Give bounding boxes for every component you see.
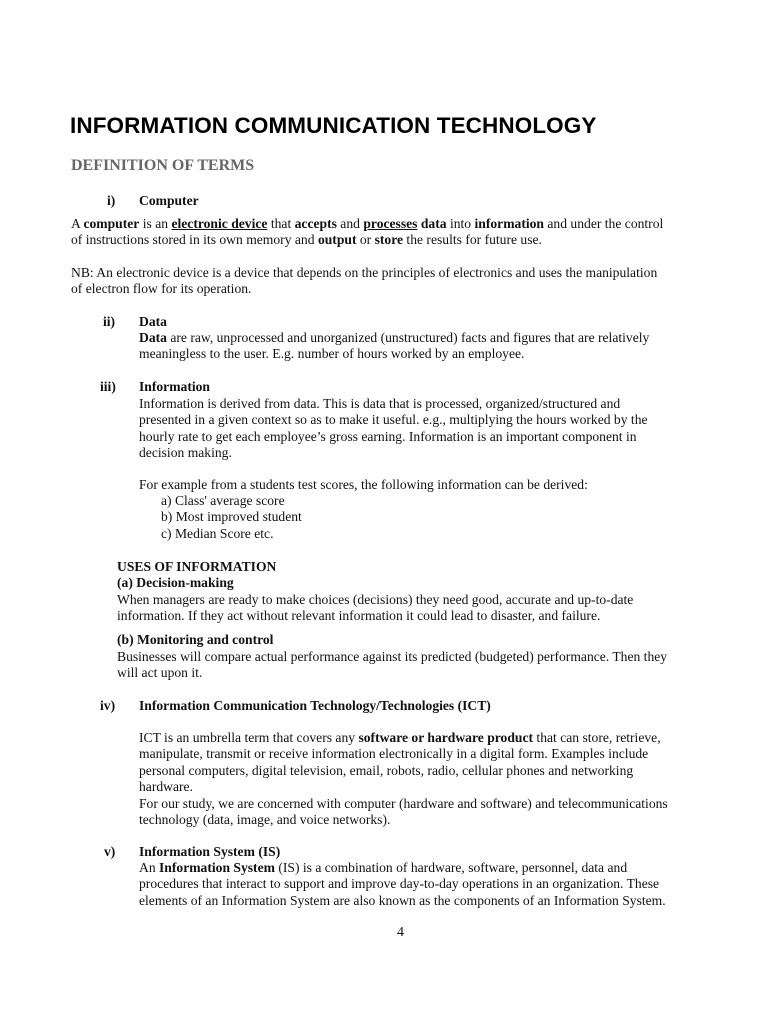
list-item: b) Most improved student [161, 509, 302, 525]
heading-uses-of-information: USES OF INFORMATION [117, 559, 277, 574]
computer-definition-line-1: A computer is an electronic device that accepts and processes data into information and under the control [71, 216, 664, 231]
item-number-iv: iv) [100, 698, 116, 713]
item-number-ii: ii) [103, 314, 116, 329]
heading-data: Data [139, 314, 167, 329]
data-definition: Data are raw, unprocessed and unorganized (unstructured) facts and figures that are relatively meaningless to the user. E.g. number of hours worked by an employee. [139, 330, 650, 362]
computer-definition-line-2: of instructions stored in its own memory and output or store the results for future use. [71, 232, 542, 248]
computer-definition [71, 216, 663, 249]
section-subtitle: DEFINITION OF TERMS [71, 157, 255, 174]
heading-computer: Computer [139, 193, 199, 208]
list-item: a) Class' average score [161, 493, 285, 508]
monitoring-control-text: Businesses will compare actual performance against its predicted (budgeted) performance. Then they will act upon it. [117, 649, 668, 681]
ict-definition: ICT is an umbrella term that covers any software or hardware product that can store, retrieve, manipulate, transmit or receive information electronically in a digital form. Examples include personal computers, digital television, email, robots, radio, cellular phones and networking hardware. For our study, we are concerned with computer (hardware and software) and telecommunications technology (data, image, and voice networks). [139, 730, 668, 828]
page-number: 4 [397, 925, 404, 940]
list-item: c) Median Score etc. [161, 525, 274, 541]
heading-information: Information [139, 379, 210, 394]
heading-ict: Information Communication Technology/Technologies (ICT) [139, 698, 491, 713]
page-title: INFORMATION COMMUNICATION TECHNOLOGY [70, 113, 597, 138]
heading-information-system: Information System (IS) [139, 844, 281, 859]
item-number-i: i) [107, 193, 116, 208]
heading-decision-making: (a) Decision-making [117, 575, 234, 590]
information-example: For example from a students test scores, the following information can be derived: [139, 477, 588, 492]
heading-monitoring-control: (b) Monitoring and control [117, 632, 274, 647]
information-system-definition: An Information System (IS) is a combination of hardware, software, personnel, data and procedures that interact to support and improve day-to-day operations in an organization. These elements of an Information System are also known as the components of an Information System. [139, 860, 666, 908]
decision-making-text: When managers are ready to make choices (decisions) they need good, accurate and up-to-date information. If they act without relevant information it could lead to disaster, and failure. [117, 592, 634, 624]
example-list [161, 493, 302, 542]
information-definition: Information is derived from data. This is data that is processed, organized/structured and presented in a given context so as to make it useful. e.g., multiplying the hours worked by the hourly rate to get each employee’s gross earning. Information is an important component in decision making. [139, 396, 648, 461]
item-number-iii: iii) [100, 379, 116, 394]
item-number-v: v) [104, 844, 116, 859]
nb-note: NB: An electronic device is a device that depends on the principles of electronics and uses the manipulation of electron flow for its operation. [71, 265, 658, 297]
